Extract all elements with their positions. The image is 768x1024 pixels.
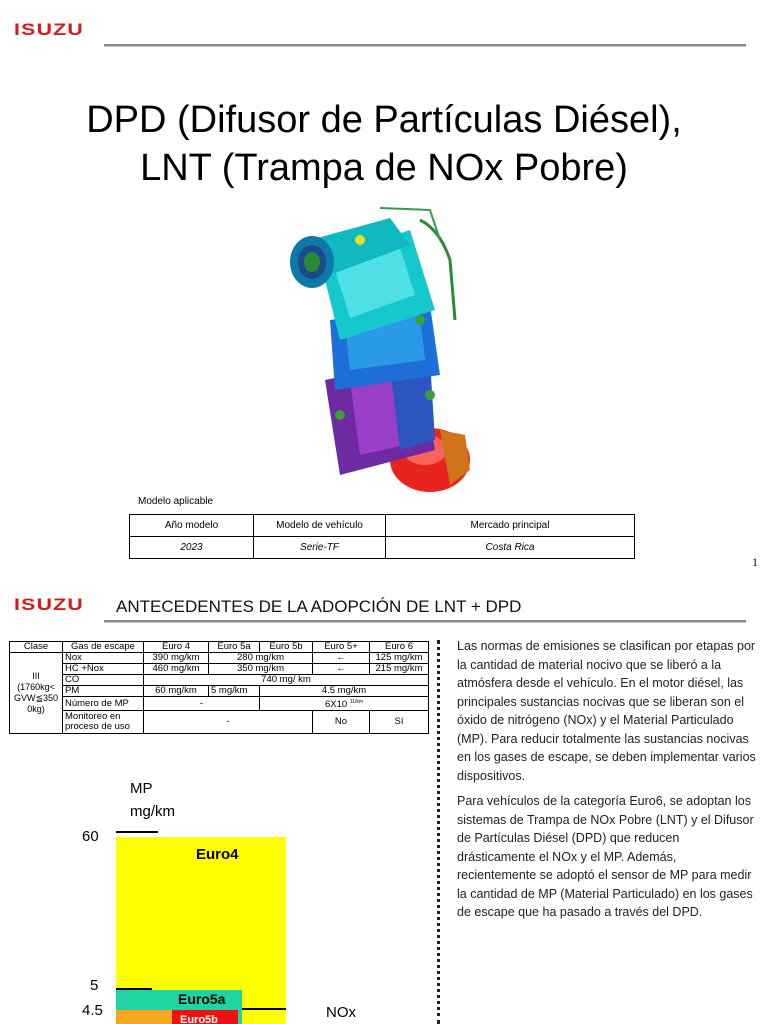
bar-euro4-label: Euro4 [196,846,239,863]
col-euro5plus: Euro 5+ [313,642,370,653]
applicable-model-label: Modelo aplicable [138,496,214,507]
header-model-year: Año modelo [130,515,254,537]
tick-line-60 [116,831,158,833]
column-divider [437,640,440,1024]
gas-hcnox: HC +Nox [63,664,144,675]
pm-euro5a: 5 mg/km [209,686,260,697]
hcnox-euro4: 460 mg/km [144,664,209,675]
isuzu-logo: ISUZU [14,595,84,614]
tick-label-4-5: 4.5 [82,1002,103,1019]
mp-number-rest [260,697,429,711]
gas-pm: PM [63,686,144,697]
mp-number-unit: 11/km [349,699,364,705]
cell-vehicle-model: Serie-TF [254,537,386,559]
col-euro5b: Euro 5b [260,642,313,653]
col-gas: Gas de escape [63,642,144,653]
tick-label-5: 5 [90,977,99,994]
monitor-early: - [144,711,313,734]
isuzu-logo: ISUZU [14,20,84,39]
nox-euro5plus: ← [313,653,370,664]
nox-euro6: 125 mg/km [370,653,429,664]
header-vehicle-model: Modelo de vehículo [254,515,386,537]
co-all: 740 mg/ km [144,675,429,686]
class-cell: III (1760kg< GVW≦350 0kg) [10,653,63,734]
pm-rest: 4.5 mg/km [260,686,429,697]
page-number: 1 [752,555,758,569]
tick-line-4-5 [242,1008,286,1010]
col-clase: Clase [10,642,63,653]
mp-number-early: - [144,697,260,711]
gas-monitor: Monitoreo en proceso de uso [63,711,144,734]
pm-euro4: 60 mg/km [144,686,209,697]
col-euro4: Euro 4 [144,642,209,653]
gas-co: CO [63,675,144,686]
nox-euro4: 390 mg/km [144,653,209,664]
nox-euro5: 280 mg/km [209,653,313,664]
applicable-model-table [129,514,635,559]
bar-euro5a-label: Euro5a [178,991,226,1007]
mp-number-value: 6X10 [324,699,348,711]
gas-mp-number: Número de MP [63,697,144,711]
monitor-euro5plus: No [313,711,370,734]
cell-model-year: 2023 [130,537,254,559]
page-title [0,96,768,192]
chart-ylabel-unit: mg/km [130,803,175,820]
col-euro5a: Euro 5a [209,642,260,653]
gas-nox: Nox [63,653,144,664]
section-heading: ANTECEDENTES DE LA ADOPCIÓN DE LNT + DPD [116,597,522,616]
dpd-lnt-assembly-image [280,200,480,500]
hcnox-euro5plus: ← [313,664,370,675]
tick-line-5 [116,988,152,990]
nox-label: NOx [326,1004,356,1021]
hcnox-euro6: 215 mg/km [370,664,429,675]
monitor-euro6: Sí [370,711,429,734]
cell-main-market: Costa Rica [386,537,635,559]
paragraph-1: Las normas de emisiones se clasifican por etapas por la cantidad de material nocivo que se liberó a la atmósfera desde el vehículo. En el motor diésel, las principales sustancias nocivas que se liberan son el óxido de nitrógeno (NOx) y el Material Particulado (MP). Para reducir totalmente las sustancias nocivas en los gases de escape, se deben implementar varios dispositivos. [457,639,756,783]
paragraph-2: Para vehículos de la categoría Euro6, se adoptan los sistemas de Trampa de NOx Pobre (LNT) y el Difusor de Partículas Diésel (DPD) que reducen drásticamente el NOx y el MP. Además, recientemente se adoptó el sensor de MP para medir la cantidad de MP (Material Particulado) en los gases de escape que ha pasado a través del DPD. [457,794,754,919]
header-rule [104,620,746,623]
bar-orange [116,1010,172,1024]
tick-label-60: 60 [82,828,99,845]
title-line-1: DPD (Difusor de Partículas Diésel), [86,99,682,141]
chart-ylabel-mp: MP [130,780,153,797]
title-line-2: LNT (Trampa de NOx Pobre) [140,147,628,189]
header-rule [104,44,746,47]
header-main-market: Mercado principal [386,515,635,537]
col-euro6: Euro 6 [370,642,429,653]
hcnox-euro5: 350 mg/km [209,664,313,675]
bar-euro5b-label: Euro5b [180,1014,218,1024]
emissions-standards-table [9,641,429,734]
